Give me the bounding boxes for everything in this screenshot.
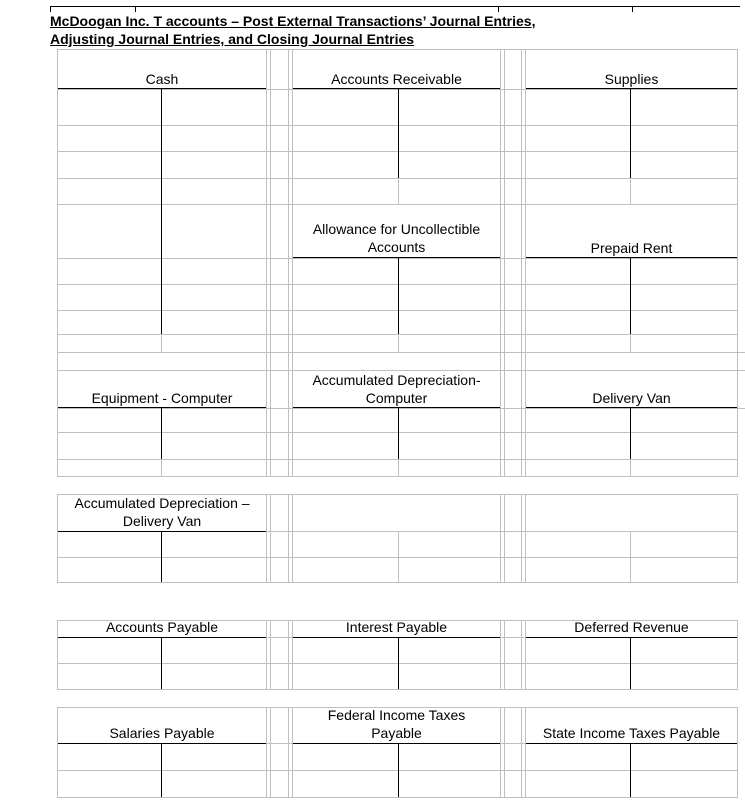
t-account-line <box>526 743 737 744</box>
account-title-accum-dep-computer-line-2: Computer <box>365 390 428 406</box>
header-tick <box>498 6 499 12</box>
t-account-line <box>293 257 500 258</box>
account-title-accum-dep-van-line-2: Delivery Van <box>122 513 202 529</box>
account-title-equipment-computer: Equipment - Computer <box>91 390 233 406</box>
t-account-line <box>526 88 737 89</box>
account-title-allowance-line-2: Accounts <box>367 239 426 255</box>
page-title-line-2: Adjusting Journal Entries, and Closing Journal Entries <box>50 31 415 47</box>
t-account-stem <box>398 637 399 689</box>
t-account-line <box>526 637 737 638</box>
t-account-stem <box>161 531 162 582</box>
t-account-stem <box>398 257 399 334</box>
t-account-stem <box>398 407 399 459</box>
t-account-line <box>526 407 737 408</box>
account-title-deferred-revenue: Deferred Revenue <box>574 619 689 635</box>
header-tick <box>632 6 633 12</box>
account-title-accounts-payable: Accounts Payable <box>105 619 219 635</box>
account-title-salaries-payable: Salaries Payable <box>109 725 215 741</box>
account-title-interest-payable: Interest Payable <box>345 619 448 635</box>
account-title-federal-income-taxes-line-1: Federal Income Taxes <box>327 707 466 723</box>
account-title-delivery-van: Delivery Van <box>592 390 671 406</box>
account-title-state-income-taxes: State Income Taxes Payable <box>542 725 721 741</box>
t-account-line <box>58 637 266 638</box>
t-account-line <box>58 743 266 744</box>
t-account-stem <box>630 257 631 334</box>
account-title-accounts-receivable: Accounts Receivable <box>331 71 462 87</box>
account-title-supplies: Supplies <box>604 71 659 87</box>
t-account-stem <box>161 407 162 459</box>
account-title-accum-dep-van-line-1: Accumulated Depreciation – <box>74 495 250 511</box>
account-title-federal-income-taxes <box>293 706 500 742</box>
t-account-line <box>293 88 500 89</box>
t-account-stem <box>630 407 631 459</box>
t-account-line <box>58 88 266 89</box>
t-account-stem <box>630 88 631 178</box>
account-title-accum-dep-van <box>58 494 266 530</box>
account-title-allowance-line-1: Allowance for Uncollectible <box>312 221 481 237</box>
t-account-stem <box>161 743 162 797</box>
account-title-cash: Cash <box>145 71 179 87</box>
t-account-line <box>293 407 500 408</box>
account-title-prepaid-rent: Prepaid Rent <box>590 240 673 256</box>
t-account-line <box>293 637 500 638</box>
account-title-allowance <box>293 220 500 256</box>
account-title-accum-dep-computer <box>293 371 500 407</box>
t-account-line <box>58 407 266 408</box>
header-tick <box>135 6 136 12</box>
t-account-line <box>526 257 737 258</box>
t-account-line <box>58 531 266 532</box>
t-account-stem <box>398 743 399 797</box>
page-title-line-1: McDoogan Inc. T accounts – Post External Transactions’ Journal Entries, <box>50 13 536 29</box>
t-account-stem <box>630 637 631 689</box>
t-account-stem <box>161 637 162 689</box>
header-tick <box>50 6 51 12</box>
t-account-stem <box>398 88 399 178</box>
header-rule <box>50 6 740 7</box>
account-title-federal-income-taxes-line-2: Payable <box>371 725 422 741</box>
t-account-line <box>293 743 500 744</box>
t-account-stem <box>161 88 162 334</box>
account-title-accum-dep-computer-line-1: Accumulated Depreciation- <box>312 372 481 388</box>
t-account-stem <box>630 743 631 797</box>
